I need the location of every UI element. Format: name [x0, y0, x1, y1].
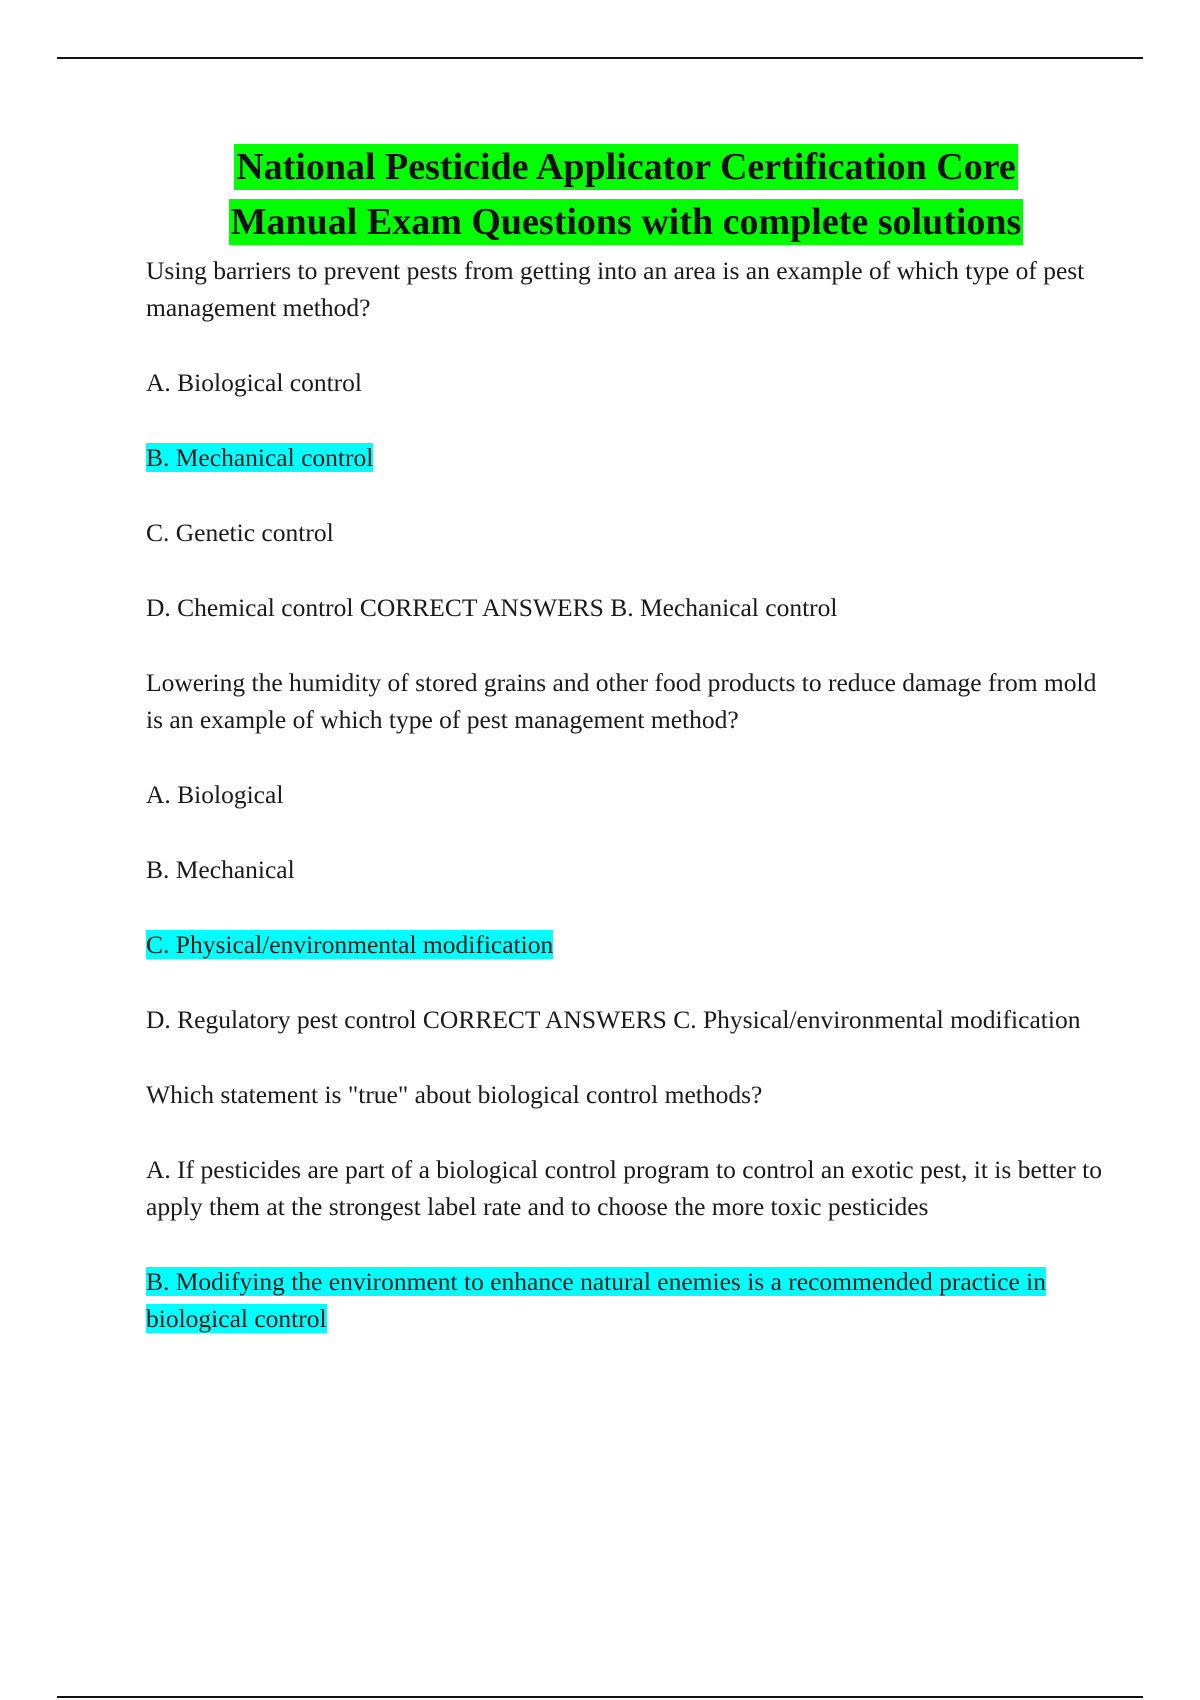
q1-question: Using barriers to prevent pests from getting into an area is an example of which type of pest management method?: [146, 256, 1085, 322]
q3-option-a: A. If pesticides are part of a biological control program to control an exotic pest, it is better to apply them at the strongest label rate and to choose the more toxic pesticides: [146, 1155, 1102, 1221]
q1-option-c: C. Genetic control: [146, 518, 334, 547]
q2-option-c: [146, 926, 1106, 963]
document-page: [146, 140, 1106, 1375]
q3-option-b: [146, 1263, 1106, 1337]
q2-option-a: A. Biological: [146, 780, 284, 809]
document-title: [146, 140, 1106, 250]
q2-option-d: D. Regulatory pest control CORRECT ANSWERS C. Physical/environmental modification: [146, 1005, 1081, 1034]
title-line-1: National Pesticide Applicator Certification Core: [236, 146, 1016, 188]
q2-question: Lowering the humidity of stored grains and other food products to reduce damage from mold is an example of which type of pest management method?: [146, 668, 1097, 734]
q1-option-a: A. Biological control: [146, 368, 363, 397]
q3-question: Which statement is "true" about biological control methods?: [146, 1080, 763, 1109]
q2-option-b: B. Mechanical: [146, 855, 295, 884]
top-rule: [57, 57, 1143, 59]
q1-option-d: D. Chemical control CORRECT ANSWERS B. Mechanical control: [146, 593, 838, 622]
q1-option-b: [146, 439, 1106, 476]
q3-correct-highlight: B. Modifying the environment to enhance natural enemies is a recommended practice in biological control: [146, 1267, 1046, 1333]
q1-correct-highlight: B. Mechanical control: [146, 443, 374, 472]
q2-correct-highlight: C. Physical/environmental modification: [146, 930, 554, 959]
title-line-2: Manual Exam Questions with complete solutions: [230, 201, 1022, 243]
bottom-rule: [57, 1696, 1143, 1698]
